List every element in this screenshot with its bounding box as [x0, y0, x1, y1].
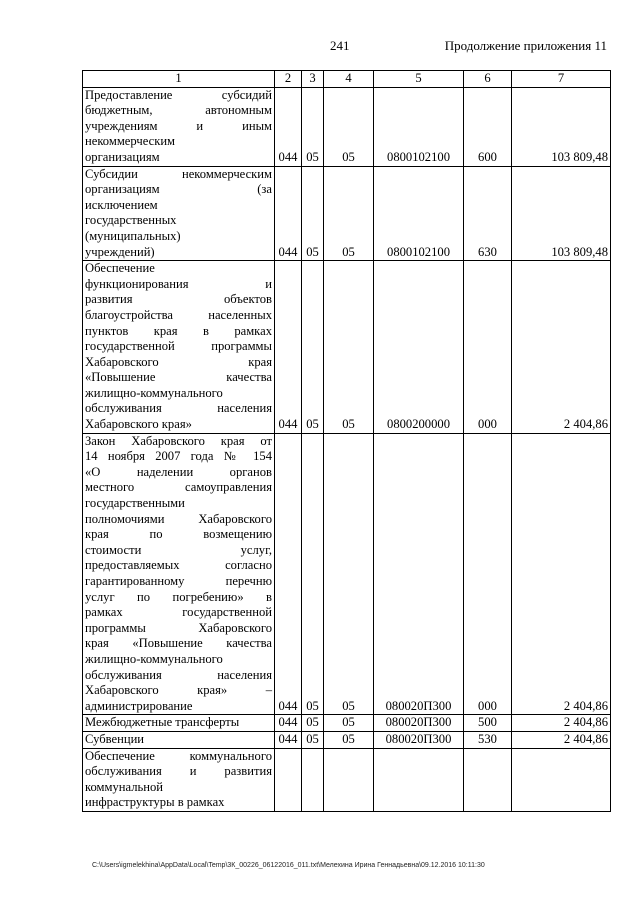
subsection-code-cell: 05: [324, 261, 374, 434]
table-row: [83, 261, 611, 434]
row-name-line: рамках государственной: [85, 605, 272, 620]
budget-table: [82, 70, 611, 812]
file-path-footer: C:\Users\igmelekhina\AppData\Local\Temp\3К_00226_06122016_011.txt\Мелехина Ирина Геннадьевна\09.12.2016 10:11:30: [92, 862, 485, 869]
row-name-line: бюджетным, автономным: [85, 103, 272, 118]
amount-cell: 2 404,86: [512, 433, 611, 715]
row-name-line: Хабаровского края» –: [85, 683, 272, 698]
row-name-line: некоммерческим: [85, 134, 176, 149]
expense-type-cell: 600: [464, 87, 512, 166]
subsection-code-cell: 05: [324, 433, 374, 715]
row-name-line: полномочиями Хабаровского: [85, 511, 272, 526]
target-article-cell: [374, 748, 464, 811]
row-name-line: края «Повышение качества: [85, 636, 272, 651]
continuation-caption: Продолжение приложения 11: [444, 38, 607, 53]
row-name: [83, 433, 275, 715]
subsection-code-cell: 05: [324, 166, 374, 261]
amount-cell: [512, 748, 611, 811]
expense-type-cell: 000: [464, 261, 512, 434]
subsection-code-cell: 05: [324, 731, 374, 748]
row-name-line: Обеспечение: [85, 261, 155, 276]
section-code-cell: 05: [302, 715, 324, 732]
target-article-cell: 0800102100: [374, 166, 464, 261]
target-article-cell: 0800200000: [374, 261, 464, 434]
row-name-line: гарантированному перечню: [85, 574, 272, 588]
ministry-code-cell: 044: [275, 715, 302, 732]
expense-type-cell: 500: [464, 715, 512, 732]
row-name-line: услуг по погребению» в: [85, 589, 272, 604]
row-name-line: благоустройства населенных: [85, 307, 272, 322]
section-code-cell: [302, 748, 324, 811]
row-name-line: Хабаровского края: [85, 354, 272, 369]
section-code-cell: 05: [302, 87, 324, 166]
row-name-line: (муниципальных): [85, 228, 181, 243]
row-name-line: жилищно-коммунального: [85, 651, 223, 666]
column-header: 3: [302, 71, 324, 88]
target-article-cell: 080020П300: [374, 715, 464, 732]
column-header: 2: [275, 71, 302, 88]
row-name-line: обслуживания населения: [85, 401, 272, 416]
row-name-line: Обеспечение коммунального: [85, 748, 272, 763]
table-row: [83, 87, 611, 166]
row-name-line: государственной программы: [85, 339, 272, 354]
target-article-cell: 0800102100: [374, 87, 464, 166]
row-name-line: государственными: [85, 496, 185, 511]
ministry-code-cell: 044: [275, 261, 302, 434]
amount-cell: 2 404,86: [512, 261, 611, 434]
section-code-cell: 05: [302, 166, 324, 261]
row-name-line: обслуживания населения: [85, 667, 272, 682]
section-code-cell: 05: [302, 433, 324, 715]
row-name-line: администрирование: [85, 698, 193, 713]
table-row: [83, 715, 611, 732]
column-header: 7: [512, 71, 611, 88]
ministry-code-cell: [275, 748, 302, 811]
row-name-line: организациям: [85, 149, 160, 164]
row-name-line: учреждениям и иным: [85, 118, 272, 133]
row-name: [83, 87, 275, 166]
expense-type-cell: [464, 748, 512, 811]
row-name-line: Закон Хабаровского края от: [85, 433, 272, 448]
amount-cell: 103 809,48: [512, 166, 611, 261]
column-header: 1: [83, 71, 275, 88]
row-name-line: края по возмещению: [85, 527, 272, 542]
ministry-code-cell: 044: [275, 166, 302, 261]
row-name: [83, 731, 275, 748]
column-header: 5: [374, 71, 464, 88]
row-name-line: коммунальной: [85, 779, 164, 794]
subsection-code-cell: 05: [324, 87, 374, 166]
target-article-cell: 080020П300: [374, 433, 464, 715]
amount-cell: 2 404,86: [512, 731, 611, 748]
row-name-line: 14 ноября 2007 года № 154: [85, 449, 272, 464]
row-name-line: организациям (за: [85, 182, 272, 197]
row-name-line: Субвенции: [85, 731, 145, 746]
row-name: [83, 166, 275, 261]
expense-type-cell: 530: [464, 731, 512, 748]
row-name-line: «Повышение качества: [85, 370, 272, 385]
amount-cell: 103 809,48: [512, 87, 611, 166]
row-name-line: инфраструктуры в рамках: [85, 795, 225, 810]
page-number: 241: [330, 38, 350, 53]
row-name: [83, 715, 275, 732]
row-name-line: жилищно-коммунального: [85, 385, 223, 400]
row-name-line: функционирования и: [85, 276, 272, 291]
subsection-code-cell: 05: [324, 715, 374, 732]
column-number-row: [83, 71, 611, 88]
table-row: [83, 748, 611, 811]
row-name-line: обслуживания и развития: [85, 764, 272, 779]
section-code-cell: 05: [302, 261, 324, 434]
row-name-line: Предоставление субсидий: [85, 87, 272, 102]
row-name-line: пунктов края в рамках: [85, 323, 272, 338]
subsection-code-cell: [324, 748, 374, 811]
row-name-line: местного самоуправления: [85, 480, 272, 495]
amount-cell: 2 404,86: [512, 715, 611, 732]
table-row: [83, 166, 611, 261]
row-name-line: Субсидии некоммерческим: [85, 166, 272, 181]
table-row: [83, 731, 611, 748]
row-name: [83, 748, 275, 811]
row-name-line: учреждений): [85, 244, 155, 259]
row-name-line: предоставляемых согласно: [85, 558, 272, 573]
ministry-code-cell: 044: [275, 87, 302, 166]
row-name-line: исключением: [85, 197, 158, 212]
column-header: 4: [324, 71, 374, 88]
row-name-line: программы Хабаровского: [85, 620, 272, 635]
column-header: 6: [464, 71, 512, 88]
row-name-line: государственных: [85, 213, 177, 228]
section-code-cell: 05: [302, 731, 324, 748]
row-name-line: Хабаровского края»: [85, 417, 192, 432]
expense-type-cell: 630: [464, 166, 512, 261]
row-name-line: развития объектов: [85, 292, 272, 307]
row-name-line: Межбюджетные трансферты: [85, 715, 240, 730]
row-name-line: «О наделении органов: [85, 464, 272, 479]
target-article-cell: 080020П300: [374, 731, 464, 748]
row-name-line: стоимости услуг,: [85, 542, 272, 557]
table-row: [83, 433, 611, 715]
ministry-code-cell: 044: [275, 731, 302, 748]
expense-type-cell: 000: [464, 433, 512, 715]
row-name: [83, 261, 275, 434]
ministry-code-cell: 044: [275, 433, 302, 715]
